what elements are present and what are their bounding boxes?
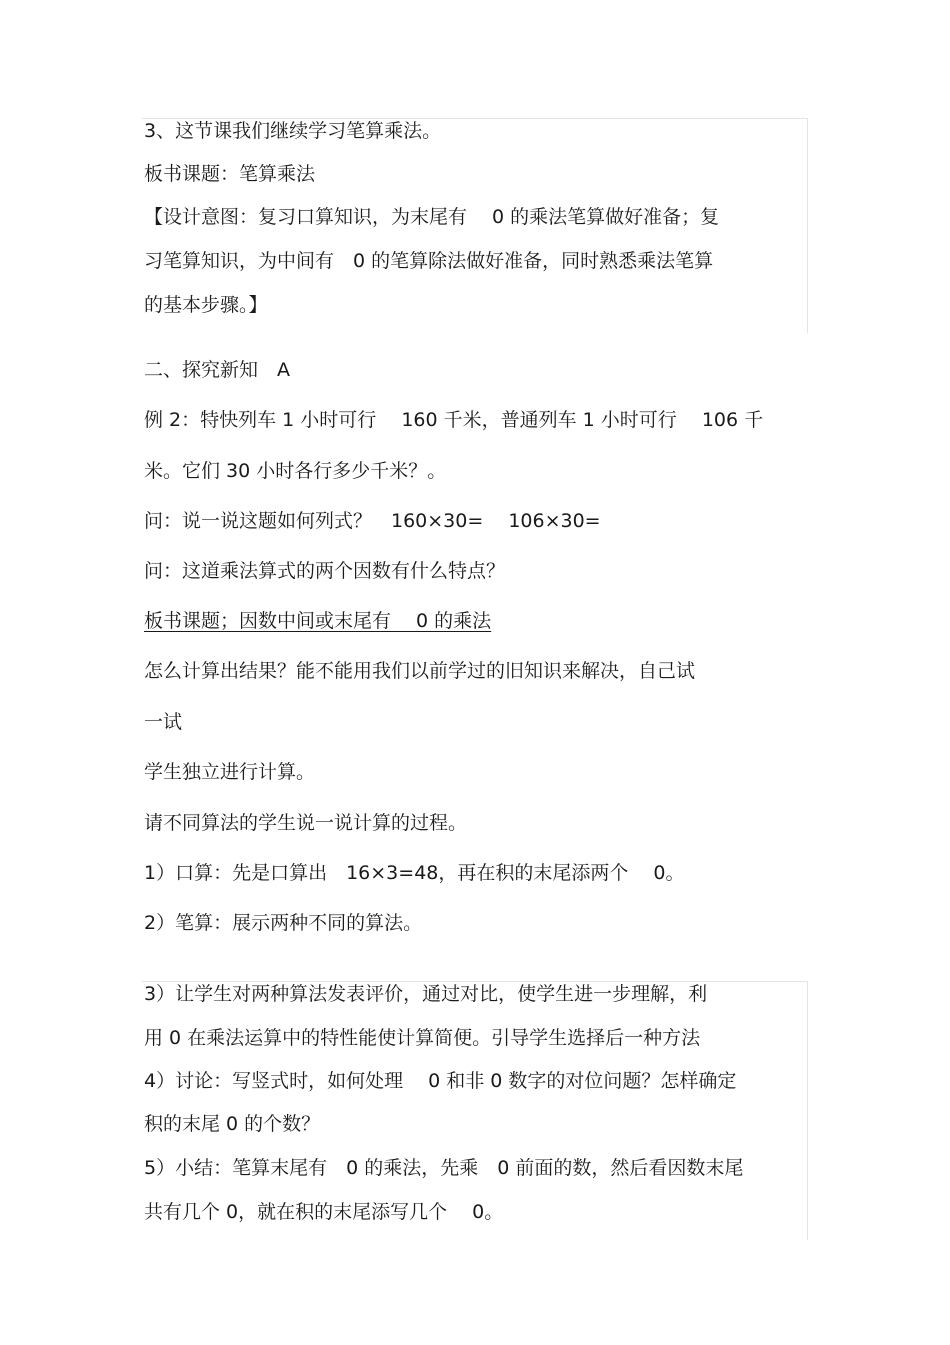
text-line: 习笔算知识，为中间有 0 的笔算除法做好准备，同时熟悉乘法笔算 <box>144 250 714 272</box>
text-line: 问：这道乘法算式的两个因数有什么特点？ <box>144 560 506 582</box>
text-line: 5）小结：笔算末尾有 0 的乘法，先乘 0 前面的数，然后看因数末尾 <box>144 1157 744 1179</box>
section-heading: 二、探究新知 A <box>144 359 290 381</box>
text-line: 1）口算：先是口算出 16×3=48，再在积的末尾添两个 0。 <box>144 862 685 884</box>
text-line: 的基本步骤。】 <box>144 294 268 316</box>
text-line: 学生独立进行计算。 <box>144 761 316 783</box>
text-line: 共有几个 0，就在积的末尾添写几个 0。 <box>144 1201 504 1223</box>
text-line: 积的末尾 0 的个数？ <box>144 1113 321 1135</box>
board-title: 板书课题；因数中间或末尾有 0 的乘法 <box>144 610 492 632</box>
text-line: 板书课题：笔算乘法 <box>144 163 316 185</box>
text-line: 用 0 在乘法运算中的特性能使计算简便。引导学生选择后一种方法 <box>144 1027 701 1049</box>
text-line: 3、这节课我们继续学习笔算乘法。 <box>144 120 442 142</box>
text-line: 【设计意图：复习口算知识，为末尾有 0 的乘法笔算做好准备；复 <box>144 206 720 228</box>
text-line: 请不同算法的学生说一说计算的过程。 <box>144 812 468 834</box>
text-line: 2）笔算：展示两种不同的算法。 <box>144 912 423 934</box>
text-line: 3）让学生对两种算法发表评价，通过对比，使学生进一步理解，利 <box>144 983 708 1005</box>
text-line: 问：说一说这题如何列式？ 160×30= 106×30= <box>144 510 601 532</box>
text-line: 怎么计算出结果？能不能用我们以前学过的旧知识来解决，自己试 <box>144 660 696 682</box>
text-line: 米。它们 30 小时各行多少千米？。 <box>144 460 447 482</box>
text-line: 4）讨论：写竖式时，如何处理 0 和非 0 数字的对位问题？怎样确定 <box>144 1070 737 1092</box>
text-line: 一试 <box>144 711 183 733</box>
text-line: 例 2：特快列车 1 小时可行 160 千米，普通列车 1 小时可行 106 千 <box>144 409 764 431</box>
